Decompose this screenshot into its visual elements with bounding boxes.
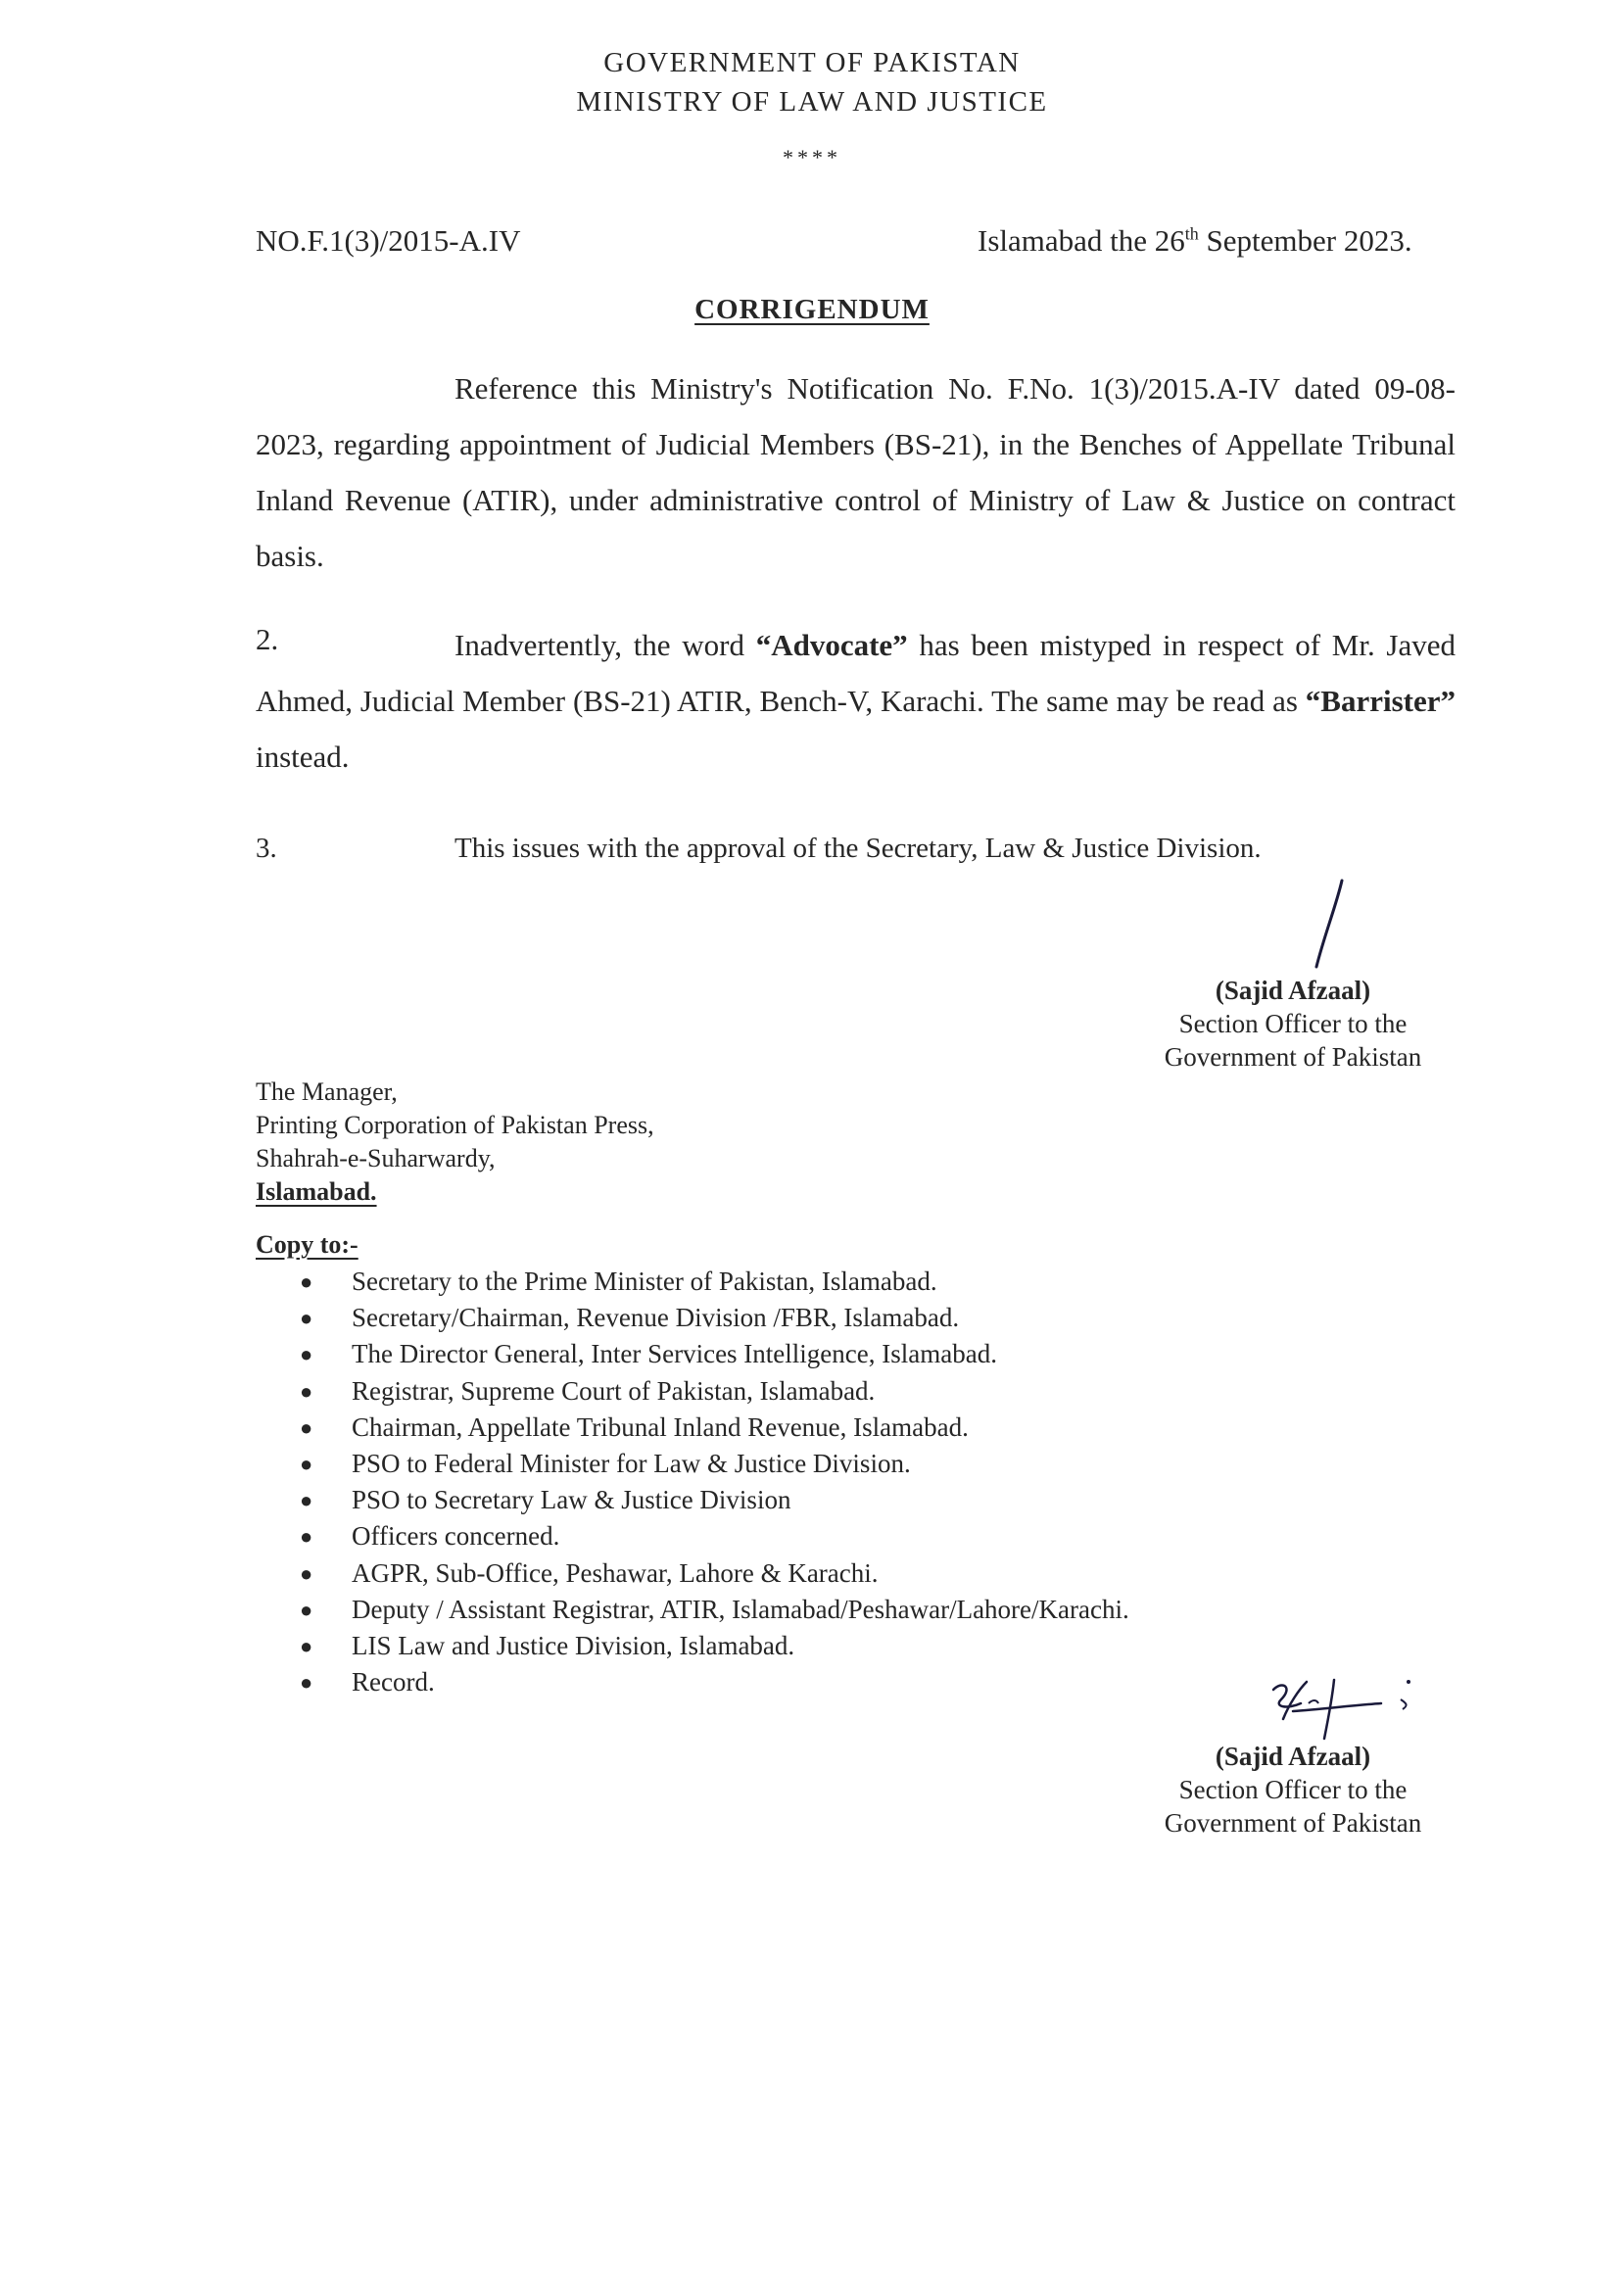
signatory-designation-line1: Section Officer to the [1178,1009,1408,1038]
copy-to-item: ● Chairman, Appellate Tribunal Inland Revenue, Islamabad. [300,1410,1129,1446]
copy-to-item: ● Secretary/Chairman, Revenue Division /FBR, Islamabad. [300,1300,1129,1336]
signature-stroke-2 [1254,1660,1420,1748]
copy-to-item: ● Deputy / Assistant Registrar, ATIR, Islamabad/Peshawar/Lahore/Karachi. [300,1592,1129,1628]
bullet-icon: ● [300,1488,313,1513]
document-title: CORRIGENDUM [694,294,930,325]
bullet-icon: ● [300,1269,313,1294]
bullet-icon: ● [300,1597,313,1622]
copy-to-list [300,1264,1129,1700]
bullet-icon: ● [300,1378,313,1404]
paragraph-2: Inadvertently, the word “Advocate” has been mistyped in respect of Mr. Javed Ahmed, Judicial Member (BS-21) ATIR, Bench-V, Karachi. The same may be read as “Barrister” instead. [256,628,1456,774]
bullet-icon: ● [300,1633,313,1658]
bullet-icon: ● [300,1451,313,1476]
signature-block-2 [1136,1740,1450,1840]
issue-date: Islamabad the 26th September 2023. [978,223,1412,258]
bullet-icon: ● [300,1414,313,1440]
signatory-designation-line2: Government of Pakistan [1164,1042,1422,1072]
file-number: NO.F.1(3)/2015-A.IV [256,223,521,258]
bullet-icon: ● [300,1306,313,1331]
copy-to-item: ● LIS Law and Justice Division, Islamabad. [300,1628,1129,1664]
ministry-header-line2: MINISTRY OF LAW AND JUSTICE [576,86,1048,118]
copy-to-item: ● PSO to Federal Minister for Law & Justice Division. [300,1446,1129,1482]
paragraph-3: This issues with the approval of the Secretary, Law & Justice Division. [454,833,1262,864]
bullet-icon: ● [300,1342,313,1367]
addressee-block: The Manager, Printing Corporation of Pakistan Press, Shahrah-e-Suharwardy, Islamabad. [256,1077,654,1206]
paragraph-1: Reference this Ministry's Notification No. F.No. 1(3)/2015.A-IV dated 09-08-2023, regarding appointment of Judicial Members (BS-21), in the Benches of Appellate Tribunal Inland Revenue (ATIR), under administrative control of Ministry of Law & Justice on contract basis. [256,371,1456,573]
signatory-name: (Sajid Afzaal) [1215,1742,1371,1771]
bullet-icon: ● [300,1670,313,1696]
copy-to-item: ● The Director General, Inter Services Intelligence, Islamabad. [300,1336,1129,1372]
copy-to-heading: Copy to:- [256,1230,358,1259]
signature-block-1 [1136,974,1450,1074]
copy-to-item: ● Record. [300,1664,1129,1700]
copy-to-item: ● AGPR, Sub-Office, Peshawar, Lahore & Karachi. [300,1555,1129,1592]
copy-to-item: ● PSO to Secretary Law & Justice Division [300,1482,1129,1518]
paragraph-2-number: 2. [256,622,279,656]
header-stars: **** [783,145,841,169]
signatory-designation-line1: Section Officer to the [1178,1775,1408,1804]
signatory-name: (Sajid Afzaal) [1215,976,1371,1005]
signatory-designation-line2: Government of Pakistan [1164,1808,1422,1838]
bullet-icon: ● [300,1560,313,1586]
paragraph-3-number: 3. [256,833,277,864]
signature-stroke-1 [1303,877,1361,975]
bullet-icon: ● [300,1524,313,1550]
ministry-header-line1: GOVERNMENT OF PAKISTAN [603,47,1021,78]
copy-to-item: ● Registrar, Supreme Court of Pakistan, Islamabad. [300,1373,1129,1410]
copy-to-item: ● Officers concerned. [300,1518,1129,1554]
copy-to-item: ● Secretary to the Prime Minister of Pakistan, Islamabad. [300,1264,1129,1300]
